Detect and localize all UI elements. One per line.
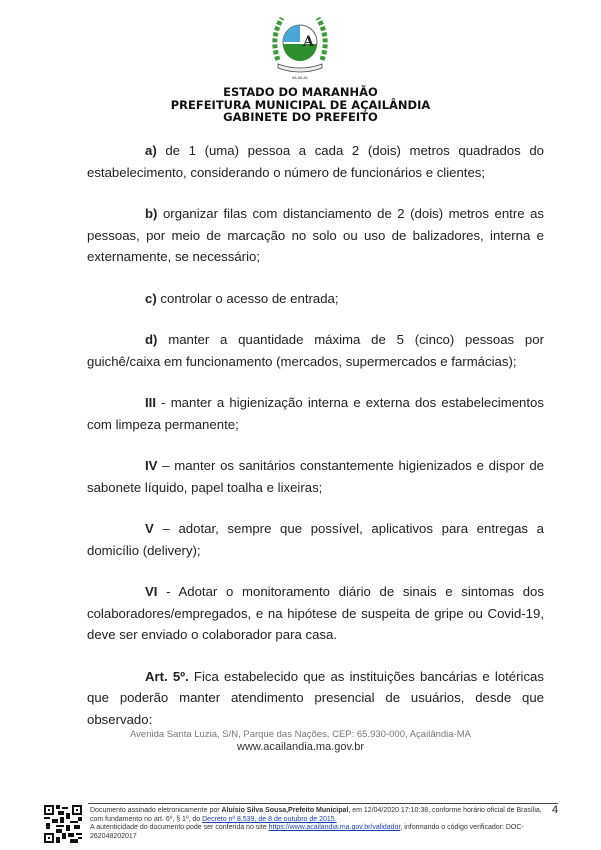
paragraph: b) organizar filas com distanciamento de 2 (dois) metros entre as pessoas, por meio de marcação no solo ou uso de balizadores, interna e externamente, se necessário; xyxy=(87,206,544,264)
paragraph: c) controlar o acesso de entrada; xyxy=(145,290,339,306)
signer-name: Aluísio Silva Sousa,Prefeito Municipal xyxy=(221,807,349,814)
footer-divider xyxy=(88,803,558,804)
paragraph: IV – manter os sanitários constantemente higienizados e dispor de sabonete líquido, papel toalha e lixeiras; xyxy=(87,458,544,495)
municipal-coat-of-arms-logo xyxy=(268,8,332,82)
address-line: Avenida Santa Luzia, S/N, Parque das Nações, CEP: 65.930-000, Açailândia-MA xyxy=(130,729,471,740)
paragraph: a) de 1 (uma) pessoa a cada 2 (dois) metros quadrados do estabelecimento, considerando o número de funcionários e clientes; xyxy=(87,143,544,180)
validator-link[interactable]: https://www.acailandia.ma.gov.br/validador xyxy=(268,824,401,832)
paragraph: V – adotar, sempre que possível, aplicativos para entregas a domicílio (delivery); xyxy=(87,521,544,558)
website: www.acailandia.ma.gov.br xyxy=(237,741,364,753)
header-city-hall: PREFEITURA MUNICIPAL DE AÇAILÂNDIA xyxy=(170,97,431,112)
page-number: 4 xyxy=(552,804,559,816)
paragraph: III - manter a higienização interna e externa dos estabelecimentos com limpeza permanente; xyxy=(87,395,544,432)
paragraph: VI - Adotar o monitoramento diário de sinais e sintomas dos colaboradores/empregados, e na hipótese de suspeita de gripe ou Covid-19, deve ser enviado o colaborador para casa. xyxy=(87,584,544,642)
electronic-signature-notice: Documento assinado eletronicamente por Aluísio Silva Sousa,Prefeito Municipal, em 12/04/2020 17:10:38, conforme horário oficial de Brasília, com fundamento no art. 6º, § 1º, do Decreto nº 8.539, de 8 de outubro de 2015. A autenticidade do documento pode ser conferida no site https://www.acailandia.ma.gov.br/validador, informando o código verificador: DOC-262048202017 xyxy=(90,807,542,840)
decree-link[interactable]: Decreto nº 8.539, de 8 de outubro de 2015. xyxy=(202,815,337,823)
svg-text:06-06-81: 06-06-81 xyxy=(291,75,309,80)
header-state: ESTADO DO MARANHÃO xyxy=(223,85,378,99)
paragraph: d) manter a quantidade máxima de 5 (cinco) pessoas por guichê/caixa em funcionamento (mercados, supermercados e farmácias); xyxy=(87,332,544,369)
svg-text:A: A xyxy=(303,34,314,50)
header-office: GABINETE DO PREFEITO xyxy=(223,110,378,124)
paragraph: Art. 5º. Fica estabelecido que as instituições bancárias e lotéricas que poderão manter atendimento presencial de usuários, desde que observado: xyxy=(87,668,544,727)
letterhead xyxy=(0,86,601,124)
document-body xyxy=(87,140,544,750)
address-block xyxy=(0,729,601,753)
qr-code-icon xyxy=(44,805,82,843)
